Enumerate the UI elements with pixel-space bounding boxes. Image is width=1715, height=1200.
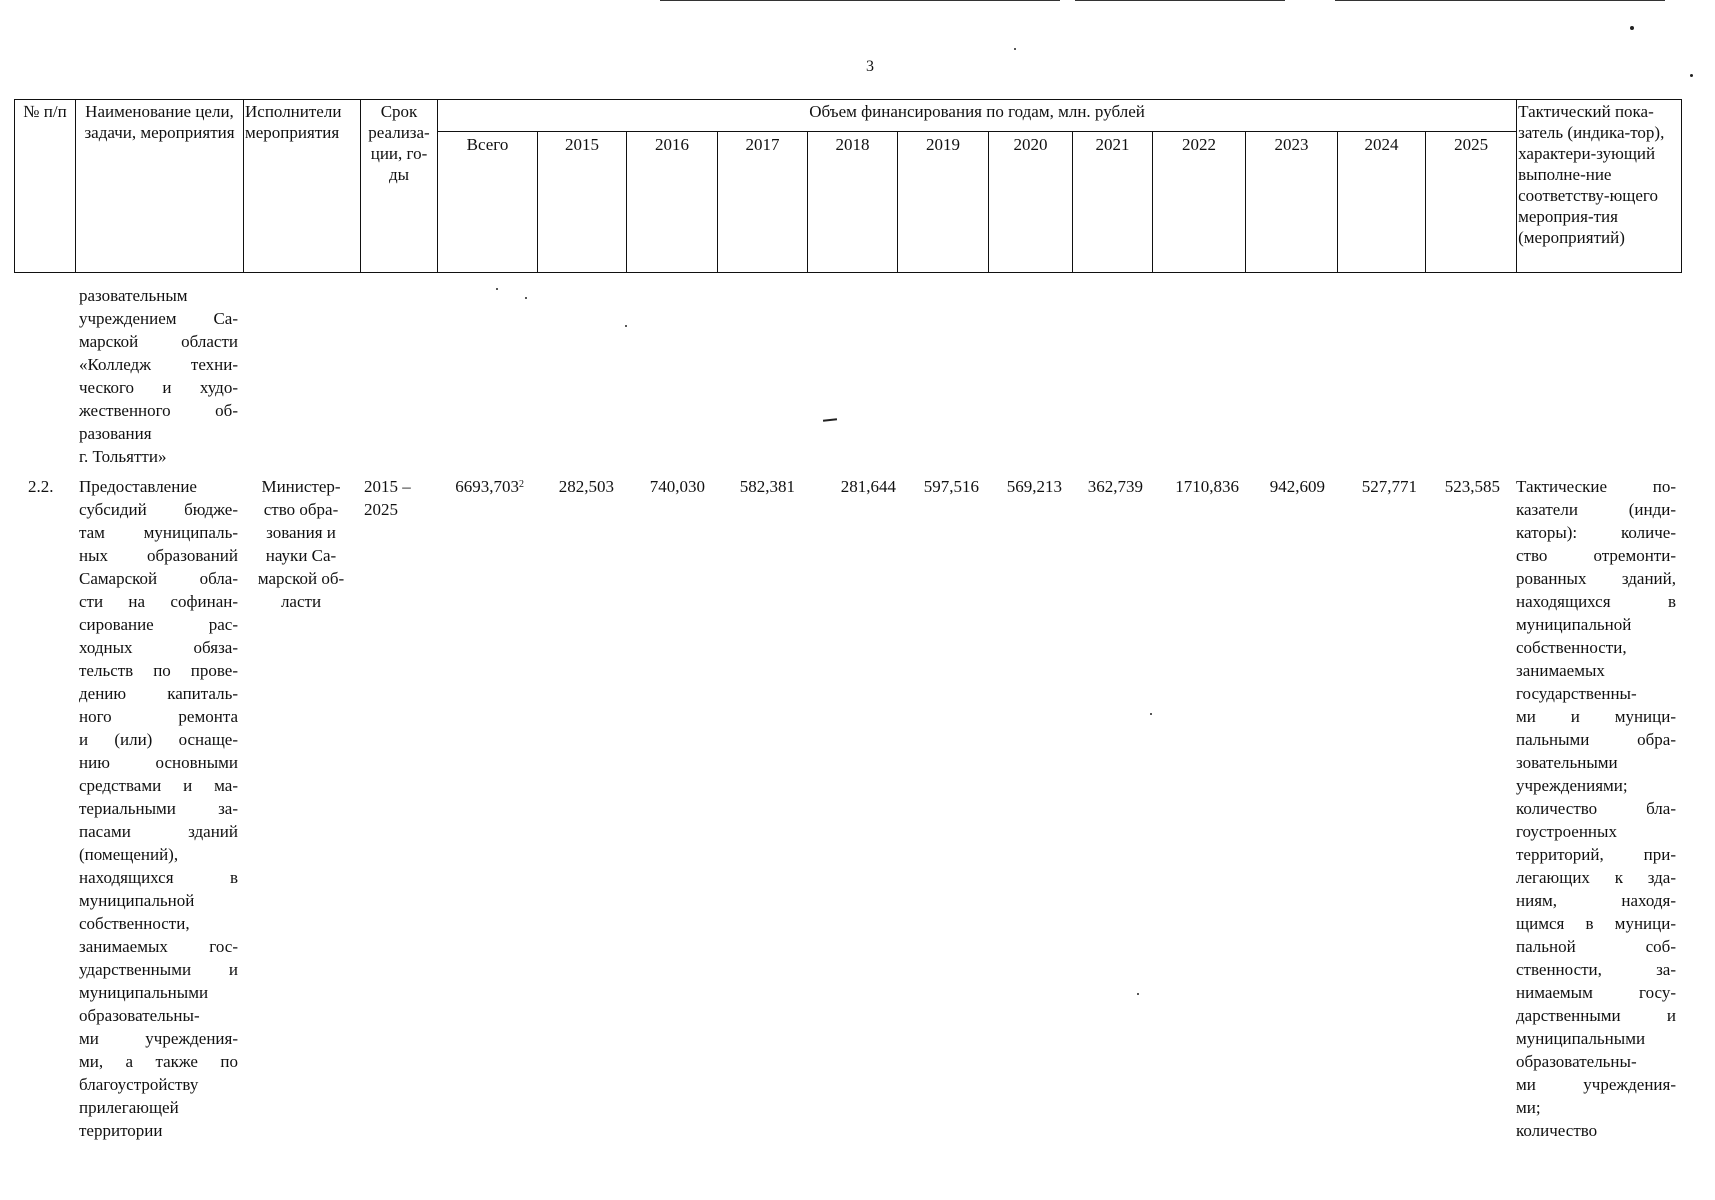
row-year-value: 942,609: [1269, 477, 1325, 496]
term-line: 2025: [364, 500, 398, 519]
row-term-text: [364, 475, 428, 521]
indicator-line: муниципальными: [1516, 1029, 1646, 1048]
indicator-line: собственности,: [1516, 638, 1627, 657]
page-number: 3: [866, 58, 874, 75]
name-line: ударственными и: [79, 960, 238, 979]
scan-speck: [1630, 26, 1634, 30]
row-year-value: 597,516: [923, 477, 979, 496]
name-line: собственности,: [79, 914, 190, 933]
indicator-line: казатели (инди-: [1516, 500, 1676, 519]
header-year: 2025: [1426, 132, 1517, 273]
indicator-line: количество бла-: [1516, 799, 1676, 818]
table-body: [0, 275, 1715, 1175]
name-line: дению капиталь-: [79, 684, 238, 703]
indicator-line: количество: [1516, 1121, 1598, 1140]
header-name: Наименование цели, задачи, мероприятия: [76, 100, 244, 273]
name-line: территории: [79, 1121, 163, 1140]
name-line: разовательным: [79, 286, 188, 305]
name-line: муниципальными: [79, 983, 209, 1002]
scan-mark: [823, 418, 837, 421]
executor-line: Министер-: [261, 477, 341, 496]
name-line: ческого и худо-: [79, 378, 238, 397]
continuation-name-text: [79, 284, 238, 468]
header-year: 2019: [898, 132, 989, 273]
name-line: и (или) оснаще-: [79, 730, 238, 749]
scan-speck: [1690, 74, 1693, 77]
row-year-value: 582,381: [739, 477, 795, 496]
scan-speck: [1150, 713, 1152, 715]
name-line: жественного об-: [79, 401, 238, 420]
header-year: 2021: [1073, 132, 1153, 273]
row-year-value: 1710,836: [1175, 477, 1239, 496]
name-line: «Колледж техни-: [79, 355, 238, 374]
scan-speck: [625, 325, 627, 327]
header-total: Всего: [438, 132, 538, 273]
header-year: 2016: [627, 132, 718, 273]
indicator-line: образовательны-: [1516, 1052, 1637, 1071]
row-year-value: 523,585: [1444, 477, 1500, 496]
indicator-line: учреждениями;: [1516, 776, 1628, 795]
header-year: 2024: [1338, 132, 1426, 273]
name-line: занимаемых гос-: [79, 937, 238, 956]
row-year-value: 740,030: [649, 477, 705, 496]
indicator-line: нимаемым госу-: [1516, 983, 1676, 1002]
name-line: сирование рас-: [79, 615, 238, 634]
scan-speck: [1014, 48, 1016, 50]
header-year: 2023: [1246, 132, 1338, 273]
row-executors-text: [245, 475, 357, 613]
indicator-line: легающих к зда-: [1516, 868, 1676, 887]
header-executors: Исполнители мероприятия: [244, 100, 361, 273]
row-indicator-text: [1516, 475, 1676, 1142]
indicator-line: пальной соб-: [1516, 937, 1676, 956]
name-line: ходных обяза-: [79, 638, 238, 657]
indicator-line: ственности, за-: [1516, 960, 1676, 979]
row-name-text: [79, 475, 238, 1142]
indicator-line: дарственными и: [1516, 1006, 1676, 1025]
row-number: 2.2.: [28, 477, 54, 496]
row-year-value: 362,739: [1087, 477, 1143, 496]
executor-line: ство обра-: [263, 500, 339, 519]
indicator-line: занимаемых: [1516, 661, 1605, 680]
row-year-value: 569,213: [1006, 477, 1062, 496]
name-line: образовательны-: [79, 1006, 200, 1025]
header-funding: Объем финансирования по годам, млн. рублей: [438, 100, 1517, 132]
name-line: там муниципаль-: [79, 523, 238, 542]
scan-edge-line: [1335, 0, 1665, 1]
indicator-line: территорий, при-: [1516, 845, 1676, 864]
row-total-value: 6693,703$^2$: [455, 477, 524, 496]
header-year: 2018: [808, 132, 898, 273]
scan-speck: [525, 297, 527, 299]
name-line: благоустройству: [79, 1075, 199, 1094]
indicator-line: государственны-: [1516, 684, 1637, 703]
indicator-line: ми;: [1516, 1098, 1541, 1117]
name-line: пасами зданий: [79, 822, 238, 841]
header-indicator: Тактический пока-затель (индика-тор), характери-зующий выполне-ние соответству-ющего мероприя-тия (мероприятий): [1517, 100, 1682, 273]
name-line: ми учреждения-: [79, 1029, 238, 1048]
executor-line: марской об-: [257, 569, 345, 588]
indicator-line: пальными обра-: [1516, 730, 1676, 749]
indicator-line: гоустроенных: [1516, 822, 1617, 841]
name-line: субсидий бюдже-: [79, 500, 238, 519]
row-year-value: 527,771: [1361, 477, 1417, 496]
indicator-line: ство отремонти-: [1516, 546, 1676, 565]
indicator-line: каторы): количе-: [1516, 523, 1676, 542]
name-line: г. Тольятти»: [79, 447, 167, 466]
name-line: марской области: [79, 332, 238, 351]
row-year-value: 282,503: [558, 477, 614, 496]
indicator-line: муниципальной: [1516, 615, 1632, 634]
name-line: ми, а также по: [79, 1052, 238, 1071]
scan-speck: [1137, 993, 1139, 995]
name-line: териальными за-: [79, 799, 238, 818]
indicator-line: находящихся в: [1516, 592, 1676, 611]
header-year: 2015: [538, 132, 627, 273]
indicator-line: ми учреждения-: [1516, 1075, 1676, 1094]
name-line: Предоставление: [79, 477, 197, 496]
indicator-line: зовательными: [1516, 753, 1618, 772]
name-line: разования: [79, 424, 152, 443]
executor-line: зования и: [266, 523, 336, 542]
name-line: сти на софинан-: [79, 592, 238, 611]
scan-edge-line: [1075, 0, 1285, 1]
header-num: № п/п: [15, 100, 76, 273]
executor-line: ласти: [280, 592, 322, 611]
header-term: Срок реализа-ции, го-ды: [361, 100, 438, 273]
indicator-line: ми и муници-: [1516, 707, 1676, 726]
indicator-line: рованных зданий,: [1516, 569, 1676, 588]
footnote-mark: 2: [519, 479, 524, 490]
scan-edge-line: [660, 0, 1060, 1]
header-year: 2017: [718, 132, 808, 273]
name-line: нию основными: [79, 753, 238, 772]
table-header: [14, 99, 1682, 273]
indicator-line: ниям, находя-: [1516, 891, 1676, 910]
indicator-line: щимся в муници-: [1516, 914, 1676, 933]
header-year: 2022: [1153, 132, 1246, 273]
name-line: средствами и ма-: [79, 776, 238, 795]
name-line: (помещений),: [79, 845, 179, 864]
indicator-line: Тактические по-: [1516, 477, 1676, 496]
executor-line: науки Са-: [265, 546, 337, 565]
name-line: муниципальной: [79, 891, 195, 910]
name-line: ных образований: [79, 546, 238, 565]
name-line: Самарской обла-: [79, 569, 238, 588]
name-line: ного ремонта: [79, 707, 238, 726]
name-line: прилегающей: [79, 1098, 179, 1117]
scan-speck: [496, 288, 498, 290]
name-line: находящихся в: [79, 868, 238, 887]
term-line: 2015 –: [364, 477, 411, 496]
row-year-value: 281,644: [840, 477, 896, 496]
name-line: учреждением Са-: [79, 309, 238, 328]
header-year: 2020: [989, 132, 1073, 273]
name-line: тельств по прове-: [79, 661, 238, 680]
